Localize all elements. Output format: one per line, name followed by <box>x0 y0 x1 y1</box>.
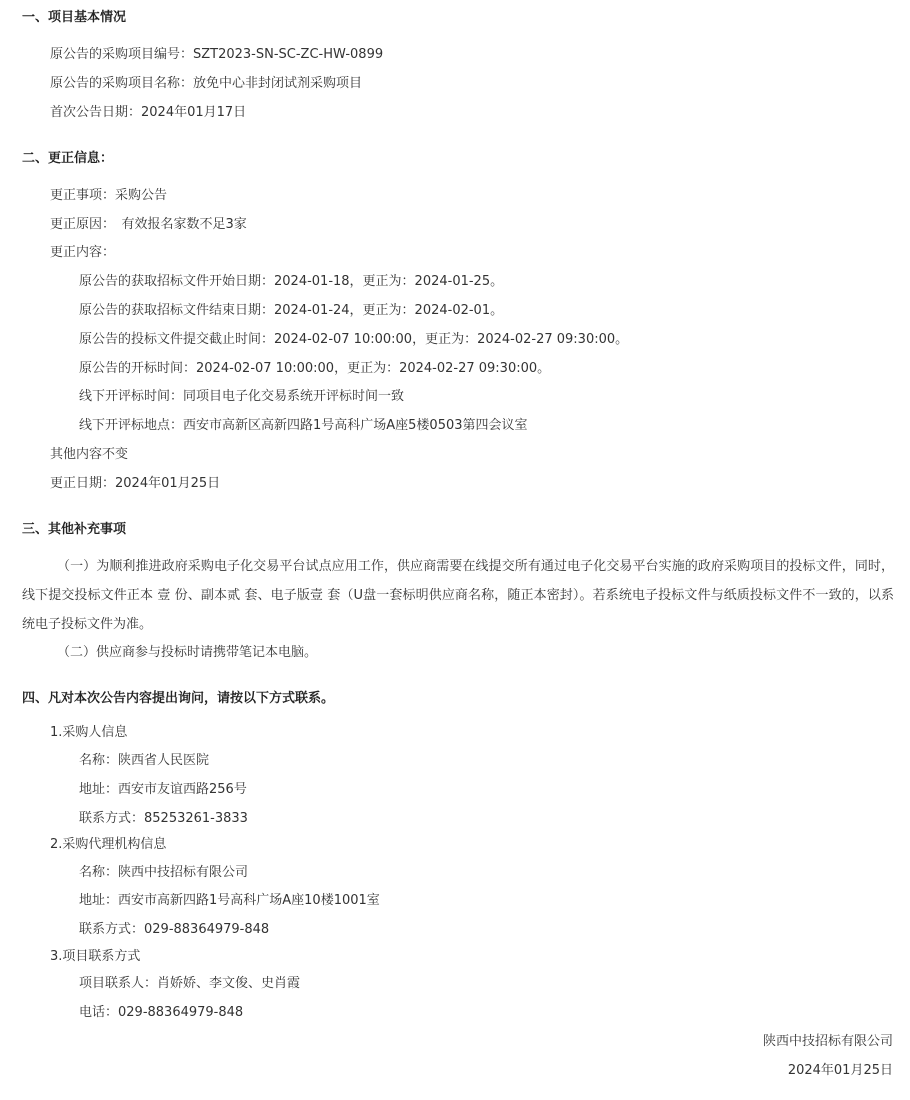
change-item: 线下开评标时间：同项目电子化交易系统开评标时间一致 <box>79 389 405 404</box>
section-1-heading: 一、项目基本情况 <box>22 10 127 25</box>
first-announcement-date: 首次公告日期：2024年01月17日 <box>50 105 247 120</box>
project-contact-title: 3.项目联系方式 <box>50 949 141 964</box>
section-2-heading: 二、更正信息： <box>22 151 114 166</box>
supplement-paragraph-1: （一）为顺利推进政府采购电子化交易平台试点应用工作，供应商需要在线提交所有通过电子化交易平台实施的政府采购项目的投标文件，同时，线下提交投标文件正本 壹 份、副本贰 套、电子版壹 套（U盘一套标明供应商名称，随正本密封）。若系统电子投标文件与纸质投标文件不一致的，以系统电子投标文件为准。 <box>22 559 894 632</box>
change-item: 原公告的获取招标文件开始日期：2024-01-18，更正为：2024-01-25。 <box>79 274 504 289</box>
buyer-contact: 联系方式：85253261-3833 <box>79 811 248 826</box>
correction-content-label: 更正内容： <box>50 245 116 260</box>
project-contact-phone: 电话：029-88364979-848 <box>79 1005 244 1020</box>
supplement-paragraph-2: （二）供应商参与投标时请携带笔记本电脑。 <box>57 645 318 660</box>
section-3-heading: 三、其他补充事项 <box>22 522 127 537</box>
buyer-name: 名称：陕西省人民医院 <box>79 753 210 768</box>
change-item: 原公告的获取招标文件结束日期：2024-01-24，更正为：2024-02-01。 <box>79 303 504 318</box>
agency-address: 地址：西安市高新四路1号高科广场A座10楼1001室 <box>79 893 380 908</box>
correction-item: 更正事项：采购公告 <box>50 188 168 203</box>
project-name: 原公告的采购项目名称：放免中心非封闭试剂采购项目 <box>50 76 363 91</box>
buyer-info-title: 1.采购人信息 <box>50 725 128 740</box>
agency-name: 名称：陕西中技招标有限公司 <box>79 865 249 880</box>
signature-company: 陕西中技招标有限公司 <box>762 1034 893 1049</box>
project-number: 原公告的采购项目编号：SZT2023-SN-SC-ZC-HW-0899 <box>50 47 384 62</box>
correction-date: 更正日期：2024年01月25日 <box>50 476 221 491</box>
change-item: 原公告的投标文件提交截止时间：2024-02-07 10:00:00，更正为：2024-02-27 09:30:00。 <box>79 332 629 347</box>
project-contact-person: 项目联系人：肖娇娇、李文俊、史肖霞 <box>79 976 301 991</box>
other-unchanged: 其他内容不变 <box>50 447 129 462</box>
agency-contact: 联系方式：029-88364979-848 <box>79 922 270 937</box>
change-item: 线下开评标地点：西安市高新区高新四路1号高科广场A座5楼0503第四会议室 <box>79 418 528 433</box>
signature-date: 2024年01月25日 <box>787 1063 893 1078</box>
section-4-heading: 四、凡对本次公告内容提出询问，请按以下方式联系。 <box>22 691 335 706</box>
correction-reason: 更正原因： 有效报名家数不足3家 <box>50 217 247 232</box>
change-item: 原公告的开标时间：2024-02-07 10:00:00，更正为：2024-02-27 09:30:00。 <box>79 361 551 376</box>
agency-info-title: 2.采购代理机构信息 <box>50 837 167 852</box>
buyer-address: 地址：西安市友谊西路256号 <box>79 782 247 797</box>
